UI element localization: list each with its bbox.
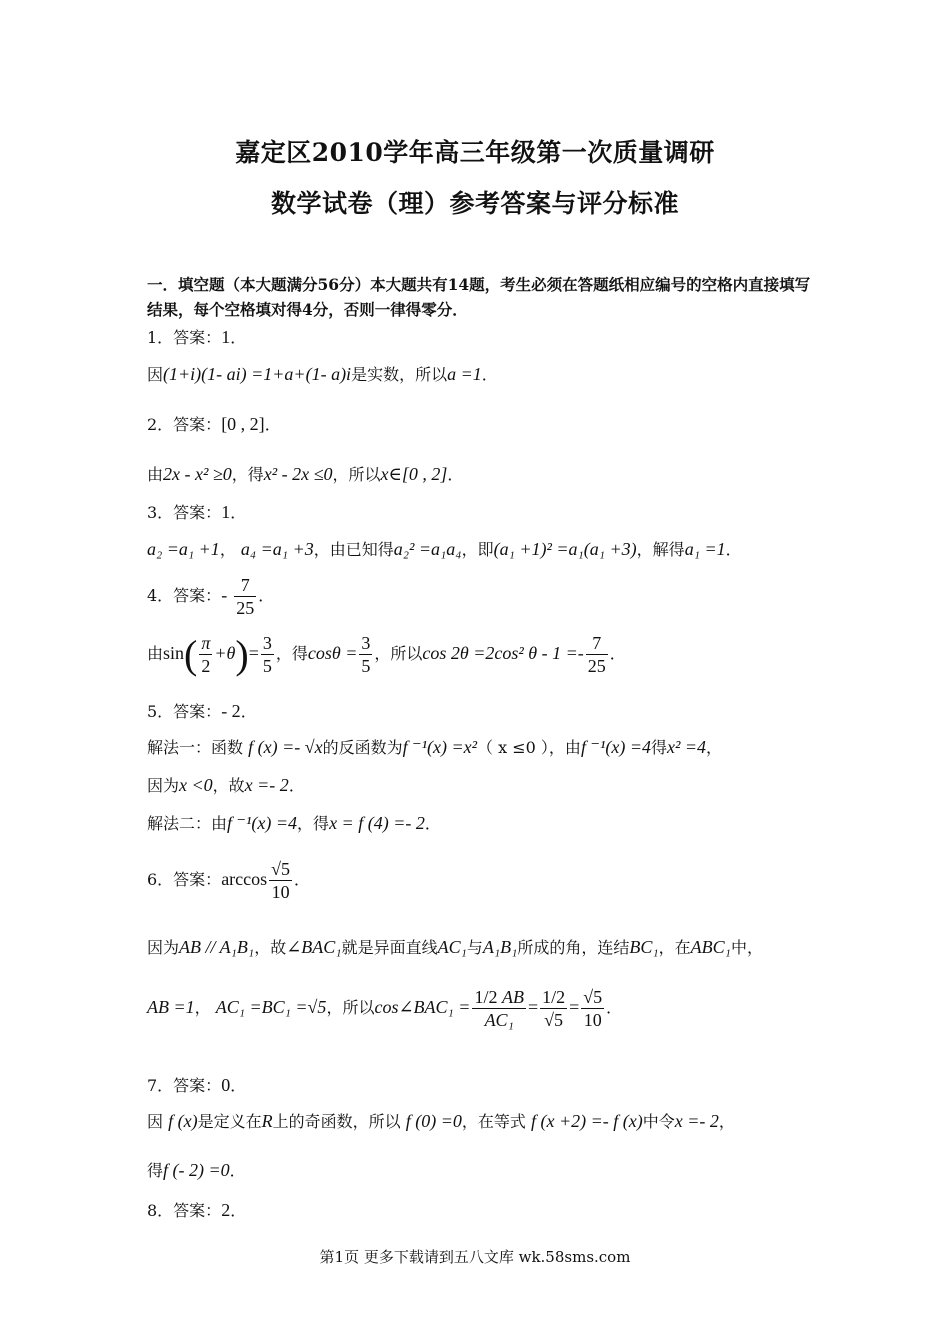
q7-l1-prefix: 因 — [147, 1112, 164, 1131]
q3-sol-mid2: ，即 — [461, 540, 494, 559]
q3-solution: a₂ =a₁ +1， a₄ =a₁ +3，由已知得a₂² =a₁a₄，即(a₁ +1)² =a₁(a₁ +3)，解得a₁ =1． — [147, 539, 742, 559]
q5-m1-mid1: 的反函数为 — [322, 738, 403, 757]
q8-answer-value: 2 — [221, 1200, 231, 1220]
q7-l1-expr4: f (x +2) =- f (x) — [530, 1111, 643, 1131]
q7-solution-line1: 因 f (x)是定义在R上的奇函数，所以 f (0) =0，在等式 f (x +2) =- f (x)中令x =- 2， — [147, 1111, 735, 1131]
q6-l2-eq2: = — [569, 997, 580, 1017]
q4-sol-three-b: 3 — [361, 633, 371, 653]
q6-l2-expr2: AC₁ =BC₁ =√5 — [215, 997, 327, 1017]
q6-l2-f1-half: 1/2 — [474, 987, 498, 1007]
q7-l1-expr3: f (0) =0 — [405, 1111, 462, 1131]
q4-sol-frac2 — [359, 632, 372, 677]
q4-sol-three: 3 — [262, 633, 272, 653]
q6-l1-expr4: A₁B₁ — [482, 937, 518, 957]
q5-m1-prefix: 解法一：函数 — [147, 738, 244, 757]
q5-m1-expr4: x² =4 — [666, 737, 707, 757]
q7-answer-label: 7．答案： — [147, 1076, 222, 1095]
q5-answer-label: 5．答案： — [147, 702, 222, 721]
q4-sol-cos: cosθ = — [307, 643, 358, 663]
q4-sol-sin: sin — [163, 643, 185, 663]
q7-l1-expr1: f (x) — [168, 1111, 198, 1131]
q6-l1-prefix: 因为 — [147, 938, 180, 957]
q4-sol-pi: π — [201, 633, 211, 653]
q5-m1-l2-expr2: x =- 2 — [244, 775, 289, 795]
q6-answer-den: 10 — [271, 882, 290, 902]
q4-answer: 4．答案：- $\frac{7}{25}$ ． — [147, 575, 275, 618]
q4-sol-twentyfive: 25 — [587, 656, 606, 676]
q3-sol-expr1: a₂ =a₁ +1 — [147, 539, 220, 559]
q5-answer-value: - 2 — [221, 701, 241, 721]
q3-sol-expr3: a₂² =a₁a₄ — [393, 539, 462, 559]
q6-solution-line2: AB =1， AC₁ =BC₁ =√5，所以cos∠BAC₁ = $\frac{1/2 AB}{\text{AC₁}}$ = $\frac{1/2}{√5}$ = $\frac{√5}{10}$ ． — [147, 987, 623, 1030]
q6-answer: 6．答案：arccos $\frac{√5}{10}$ ． — [147, 859, 311, 902]
q3-sol-mid1: ，由已知得 — [313, 540, 394, 559]
q3-sol-expr4: (a₁ +1)² =a₁(a₁ +3) — [493, 539, 637, 559]
q5-m1-expr1: f (x) =- √x — [248, 737, 323, 757]
q6-l2-f1-den: AC₁ — [484, 1010, 514, 1030]
q1-answer-value: 1 — [221, 327, 231, 347]
q6-l1-mid5: ，在 — [658, 938, 691, 957]
q2-answer-label: 2．答案： — [147, 415, 222, 434]
q6-l2-f1-ab: AB — [501, 987, 524, 1007]
q6-l2-expr1: AB =1 — [147, 997, 195, 1017]
q5-m2-prefix: 解法二：由 — [147, 814, 228, 833]
q4-sol-eq: = — [248, 643, 259, 663]
q6-l2-frac3 — [581, 986, 604, 1031]
q4-sol-cos2: cos 2θ =2cos² θ - 1 =- — [422, 643, 584, 663]
page-footer: 第1页 更多下载请到五八文库 wk.58sms.com — [319, 1248, 631, 1266]
q4-sol-seven: 7 — [586, 632, 608, 655]
q2-sol-mid2: ，所以 — [332, 465, 381, 484]
q1-solution: 因(1+i)(1- ai) =1+a+(1- a)i是实数，所以a =1． — [147, 364, 498, 384]
q5-m2-mid: ，得 — [297, 814, 330, 833]
q3-answer-label: 3．答案： — [147, 503, 222, 522]
q1-sol-prefix: 因 — [147, 365, 164, 384]
q4-sol-five: 5 — [262, 656, 272, 676]
q6-l2-frac2 — [540, 986, 567, 1031]
q3-answer: 3．答案：1． — [147, 502, 247, 522]
q5-m1-l2-prefix: 因为 — [147, 776, 180, 795]
section-intro: 一．填空题（本大题满分56分）本大题共有14题，考生必须在答题纸相应编号的空格内直接填写结果，每个空格填对得4分，否则一律得零分． — [147, 275, 811, 319]
q1-answer-label: 1．答案： — [147, 328, 222, 347]
q4-sol-mid2: ，所以 — [374, 644, 423, 663]
q7-l1-mid1: 是定义在 — [197, 1112, 262, 1131]
q5-method1-line1: 解法一：函数 f (x) =- √x的反函数为f ⁻¹(x) =x²（ x ≤0 ），由f ⁻¹(x) =4得x² =4， — [147, 737, 723, 757]
q6-answer-fraction — [269, 858, 292, 903]
q2-sol-prefix: 由 — [147, 465, 164, 484]
q6-l2-f2-num: 1/2 — [542, 987, 566, 1007]
q6-l1-expr3: AC₁ — [437, 937, 467, 957]
q4-answer-label: 4．答案： — [147, 586, 222, 605]
q6-l1-mid2: 就是异面直线 — [341, 938, 438, 957]
q4-sol-theta-plus: +θ — [214, 643, 236, 663]
q3-sol-mid3: ，解得 — [636, 540, 685, 559]
q1-sol-expr: (1+i)(1- ai) =1+a+(1- a)i — [163, 364, 352, 384]
q2-sol-expr3: x∈[0 , 2] — [380, 464, 448, 484]
q7-answer-value: 0 — [221, 1075, 231, 1095]
q7-l1-mid4: 中令 — [642, 1112, 675, 1131]
q7-l2-expr: f (- 2) =0 — [163, 1160, 230, 1180]
q5-m1-l2-expr1: x <0 — [179, 775, 213, 795]
q2-sol-mid1: ，得 — [231, 465, 264, 484]
q6-l1-expr5: BC₁ — [629, 937, 659, 957]
q5-m1-mid3: 得 — [650, 738, 667, 757]
q6-l2-f3-num: √5 — [583, 987, 603, 1007]
q4-sol-frac3 — [586, 632, 608, 677]
q3-sol-expr5: a₁ =1 — [684, 539, 726, 559]
q2-solution: 由2x - x² ≥0，得x² - 2x ≤0，所以x∈[0 , 2]． — [147, 464, 464, 484]
q4-sol-mid1: ，得 — [275, 644, 308, 663]
q4-sol-pi-frac — [199, 632, 212, 677]
q5-m2-expr2: x = f (4) =- 2 — [329, 813, 425, 833]
q4-sol-prefix: 由 — [147, 644, 164, 663]
q2-answer-value: [0 , 2] — [221, 414, 265, 434]
q4-sol-frac1 — [261, 632, 274, 677]
q6-l2-frac1-num — [472, 986, 526, 1009]
q5-m2-expr1: f ⁻¹(x) =4 — [227, 813, 298, 833]
q5-method1-line2: 因为x <0，故x =- 2． — [147, 775, 305, 795]
q2-sol-expr1: 2x - x² ≥0 — [163, 464, 232, 484]
q6-l2-eq1: = — [527, 997, 539, 1017]
q6-l1-mid3: 与 — [466, 938, 483, 957]
q5-m1-l2-mid: ，故 — [212, 776, 245, 795]
q8-answer-label: 8．答案： — [147, 1201, 222, 1220]
q6-answer-num: √5 — [271, 859, 291, 879]
q4-sol-five-b: 5 — [361, 656, 371, 676]
q6-l2-frac1 — [472, 986, 526, 1031]
q6-l2-cos: cos∠BAC₁ = — [374, 997, 471, 1017]
q2-sol-expr2: x² - 2x ≤0 — [263, 464, 333, 484]
title-line-1: 嘉定区2010学年高三年级第一次质量调研 — [235, 138, 715, 167]
title-line-2: 数学试卷（理）参考答案与评分标准 — [270, 189, 679, 218]
q6-l1-expr2: ∠BAC₁ — [286, 937, 342, 957]
q2-answer: 2．答案：[0 , 2]． — [147, 414, 281, 434]
q4-sol-two: 2 — [201, 656, 211, 676]
q8-answer: 8．答案：2． — [147, 1200, 247, 1220]
right-paren-icon: ) — [235, 632, 249, 677]
q5-answer: 5．答案：- 2． — [147, 701, 257, 721]
q6-l2-f2-den: √5 — [544, 1010, 564, 1030]
q6-l1-expr1: AB // A₁B₁ — [179, 937, 255, 957]
q1-sol-end: a =1 — [447, 364, 482, 384]
q4-answer-num: 7 — [234, 574, 256, 597]
q6-answer-label: 6．答案： — [147, 870, 222, 889]
q4-solution: 由sin( $\frac{\pi}{2}$ +θ)= $\frac{3}{5}$ ，得cosθ = $\frac{3}{5}$ ，所以cos 2θ =2cos² θ - 1 =- $\frac{7}{25}$ ． — [147, 632, 626, 677]
q7-answer: 7．答案：0． — [147, 1075, 247, 1095]
q6-l1-mid1: ，故 — [254, 938, 287, 957]
q7-l1-expr5: x =- 2 — [674, 1111, 719, 1131]
q4-answer-sign: - — [221, 585, 228, 605]
q5-m1-expr3: f ⁻¹(x) =4 — [580, 737, 651, 757]
q7-l1-expr2: R — [261, 1111, 273, 1131]
q1-sol-mid: 是实数，所以 — [351, 365, 448, 384]
q5-m1-expr2: f ⁻¹(x) =x² — [402, 737, 478, 757]
left-paren-icon: ( — [184, 632, 198, 677]
q6-solution-line1 — [147, 935, 827, 958]
q7-l1-mid2: 上的奇函数，所以 — [272, 1112, 401, 1131]
q6-l2-mid: ，所以 — [326, 998, 375, 1017]
q7-solution-line2: 得f (- 2) =0． — [147, 1160, 246, 1180]
q6-l1-mid4: 所成的角，连结 — [517, 938, 630, 957]
q4-answer-den: 25 — [236, 598, 255, 618]
q4-answer-fraction — [234, 574, 256, 619]
q6-l2-f3-den: 10 — [583, 1010, 602, 1030]
q3-answer-value: 1 — [221, 502, 231, 522]
q3-sol-expr2: a₄ =a₁ +3 — [240, 539, 314, 559]
q1-answer: 1．答案：1． — [147, 327, 247, 347]
q6-l1-end: 中， — [730, 938, 763, 957]
q7-l2-prefix: 得 — [147, 1161, 164, 1180]
q6-answer-func: arccos — [221, 869, 268, 889]
q7-l1-mid3: ，在等式 — [461, 1112, 526, 1131]
q6-l1-expr6: ABC₁ — [690, 937, 731, 957]
q5-method2: 解法二：由f ⁻¹(x) =4，得x = f (4) =- 2． — [147, 813, 441, 833]
q5-m1-cond: （ x ≤0 ） — [477, 738, 549, 757]
q5-m1-mid2: ，由 — [548, 738, 581, 757]
